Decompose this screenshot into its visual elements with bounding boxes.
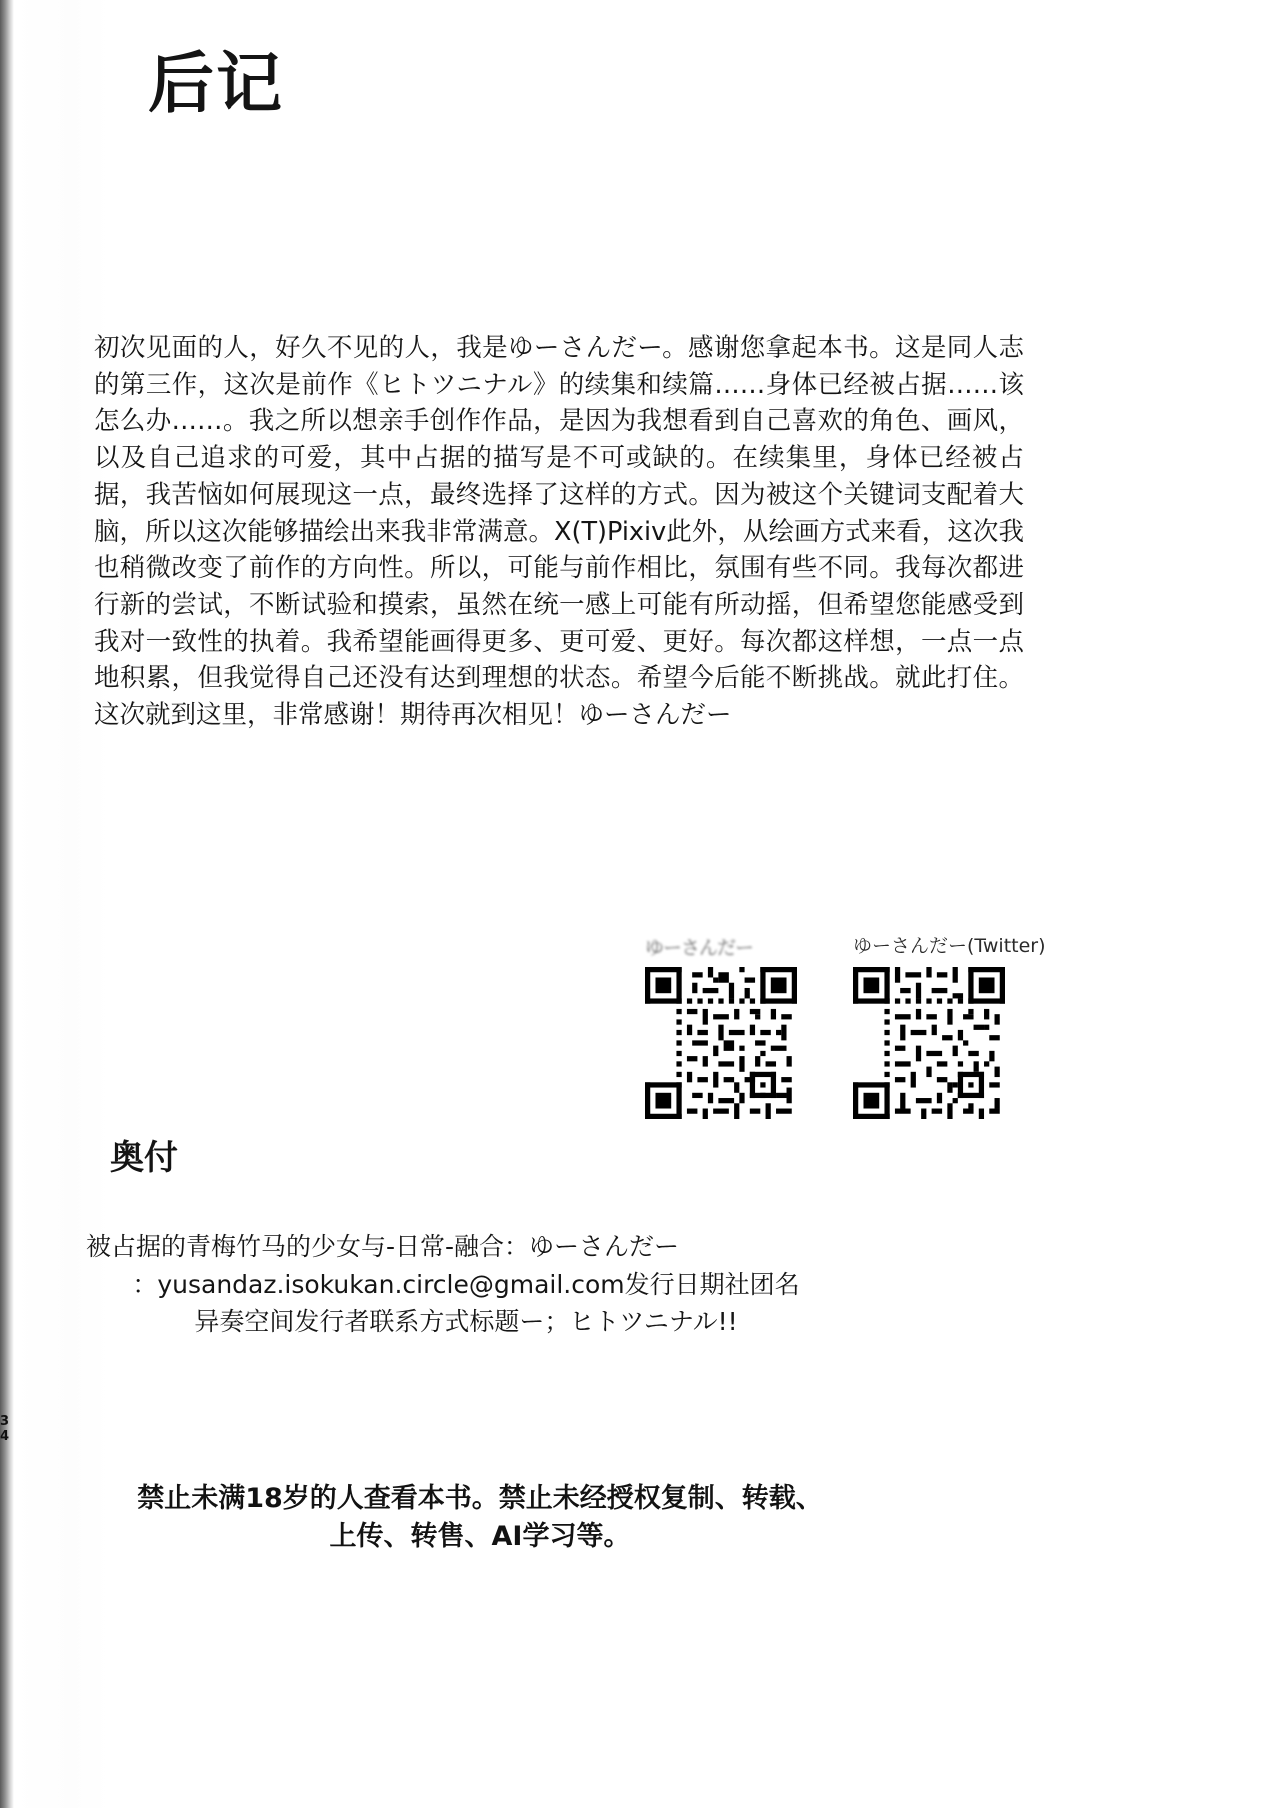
afterword-body-text: 初次见面的人，好久不见的人，我是ゆーさんだー。感谢您拿起本书。这是同人志的第三作，这次是前作《ヒトツニナル》的续集和续篇……身体已经被占据……该怎么办……。我之所以想亲手创作作品，是因为我想看到自己喜欢的角色、画风，以及自己追求的可爱，其中占据的描写是不可或缺的。在续集里，身体已经被占据，我苦恼如何展现这一点，最终选择了这样的方式。因为被这个关键词支配着大脑，所以这次能够描绘出来我非常满意。X(T)Pixiv此外，从绘画方式来看，这次我也稍微改变了前作的方向性。所以，可能与前作相比，氛围有些不同。我每次都进行新的尝试，不断试验和摸索，虽然在统一感上可能有所动摇，但希望您能感受到我对一致性的执着。我希望能画得更多、更可爱、更好。每次都这样想，一点一点地积累，但我觉得自己还没有达到理想的状态。希望今后能不断挑战。就此打住。这次就到这里，非常感谢！期待再次相见！ゆーさんだー: [94, 333, 1024, 731]
qr-left-label: ゆーさんだー: [645, 937, 754, 959]
colophon-heading: 奥付: [110, 1138, 178, 1178]
qr-code-section: [635, 925, 1046, 1145]
legal-notice-line-1: 禁止未满18岁的人查看本书。禁止未经授权复制、转载、: [137, 1483, 823, 1514]
colophon-body: [86, 1228, 846, 1341]
legal-notice: [80, 1480, 880, 1557]
qr-code-pixiv-icon[interactable]: [645, 967, 797, 1119]
colophon-line-3: 异奏空间发行者联系方式标题ー；ヒトツニナル!!: [194, 1307, 738, 1336]
qr-code-twitter-icon[interactable]: [853, 967, 1005, 1119]
legal-notice-line-2: 上传、转售、AI学习等。: [329, 1521, 631, 1553]
qr-right-label-prefix: ゆーさんだー: [853, 935, 968, 957]
colophon-line-2: ：yusandaz.isokukan.circle@gmail.com发行日期社团名: [132, 1269, 800, 1299]
colophon-line-1: 被占据的青梅竹马的少女与-日常-融合：ゆーさんだー: [86, 1232, 680, 1261]
page-number: 3 4: [0, 1414, 10, 1444]
page-edge-shadow: [0, 0, 14, 1808]
page-title: 后记: [148, 45, 284, 122]
qr-right-label: [853, 931, 1046, 958]
qr-right-label-suffix: (Twitter): [967, 935, 1046, 957]
